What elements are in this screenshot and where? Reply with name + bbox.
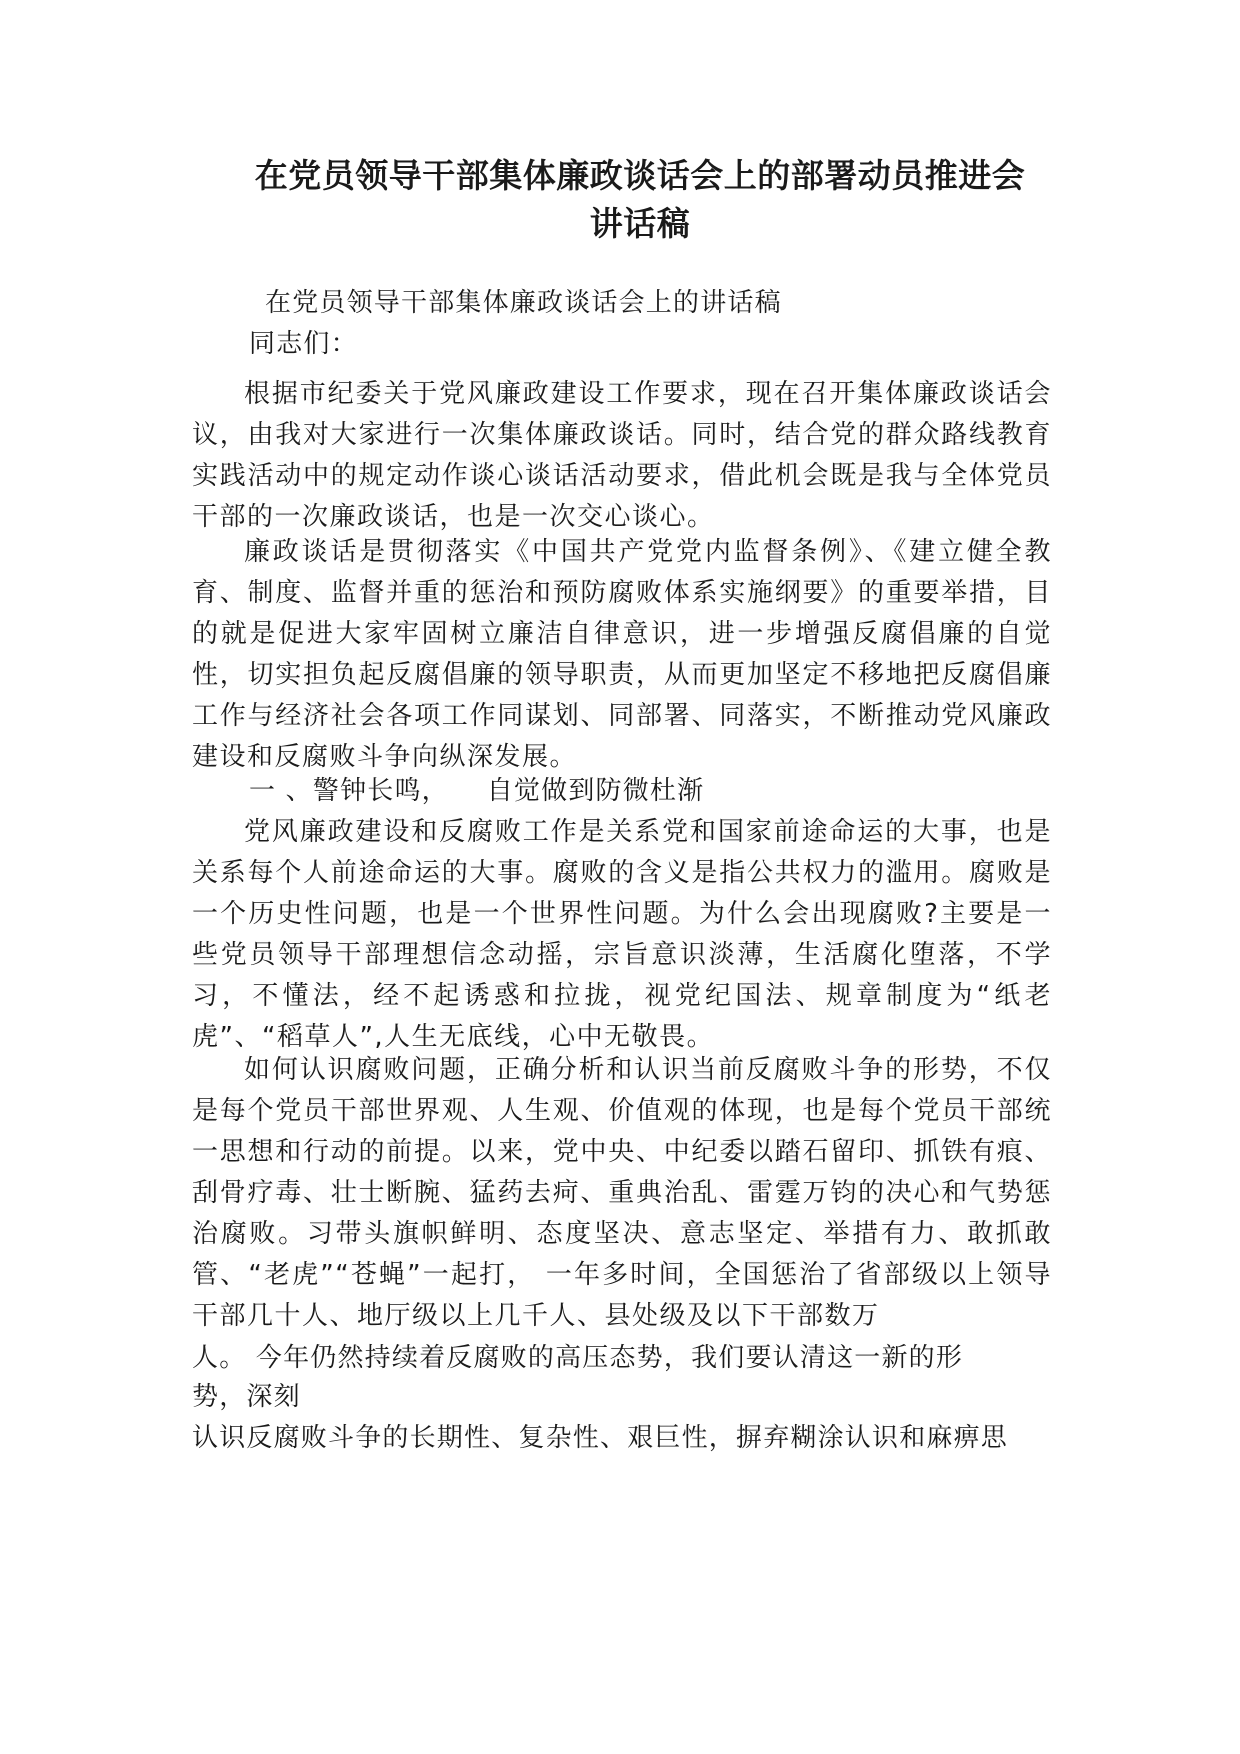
document-subtitle: 在党员领导干部集体廉政谈话会上的讲话稿	[265, 288, 782, 318]
document-title-line2: 讲话稿	[589, 204, 691, 243]
paragraph-situation-line-shi: 势，深刻	[192, 1382, 301, 1412]
paragraph-purpose: 廉政谈话是贯彻落实《中国共产党党内监督条例》、《建立健全教育、制度、监督并重的惩治和预防腐败体系实施纲要》的重要举措，目的就是促进大家牢固树立廉洁自律意识，进一步增强反腐倡廉的自觉性，切实担负起反腐倡廉的领导职责，从而更加坚定不移地把反腐倡廉工作与经济社会各项工作同谋划、同部署、同落实，不断推动党风廉政建设和反腐败斗争向纵深发展。	[192, 537, 1052, 772]
paragraph-corruption-meaning: 党风廉政建设和反腐败工作是关系党和国家前途命运的大事，也是关系每个人前途命运的大事。腐败的含义是指公共权力的滥用。腐败是一个历史性问题，也是一个世界性问题。为什么会出现腐败?主要是一些党员领导干部理想信念动摇，宗旨意识淡薄，生活腐化堕落，不学习，不懂法，经不起诱惑和拉拢，视党纪国法、规章制度为“纸老虎”、“稻草人”,人生无底线，心中无敬畏。	[192, 817, 1052, 1052]
paragraph-situation: 如何认识腐败问题，正确分析和认识当前反腐败斗争的形势，不仅是每个党员干部世界观、人生观、价值观的体现，也是每个党员干部统一思想和行动的前提。以来，党中央、中纪委以踏石留印、抓铁有痕、刮骨疗毒、壮士断腕、猛药去疴、重典治乱、雷霆万钧的决心和气势惩治腐败。习带头旗帜鲜明、态度坚决、意志坚定、举措有力、敢抓敢管、“老虎”“苍蝇”一起打， 一年多时间，全国惩治了省部级以上领导干部几十人、地厅级以上几千人、县处级及以下干部数万	[192, 1055, 1052, 1331]
section-heading: 一 、警钟长鸣， 自觉做到防微杜渐	[249, 776, 705, 806]
salutation: 同志们：	[249, 329, 358, 359]
document-title-line1: 在党员领导干部集体廉政谈话会上的部署动员推进会	[254, 156, 1026, 195]
paragraph-intro: 根据市纪委关于党风廉政建设工作要求，现在召开集体廉政谈话会议，由我对大家进行一次集体廉政谈话。同时，结合党的群众路线教育实践活动中的规定动作谈心谈话活动要求，借此机会既是我与全体党员干部的一次廉政谈话，也是一次交心谈心。	[192, 379, 1052, 532]
paragraph-situation-line-ren: 人。 今年仍然持续着反腐败的高压态势，我们要认清这一新的形	[192, 1343, 964, 1373]
paragraph-last-line: 认识反腐败斗争的长期性、复杂性、艰巨性，摒弃糊涂认识和麻痹思	[192, 1423, 1009, 1453]
